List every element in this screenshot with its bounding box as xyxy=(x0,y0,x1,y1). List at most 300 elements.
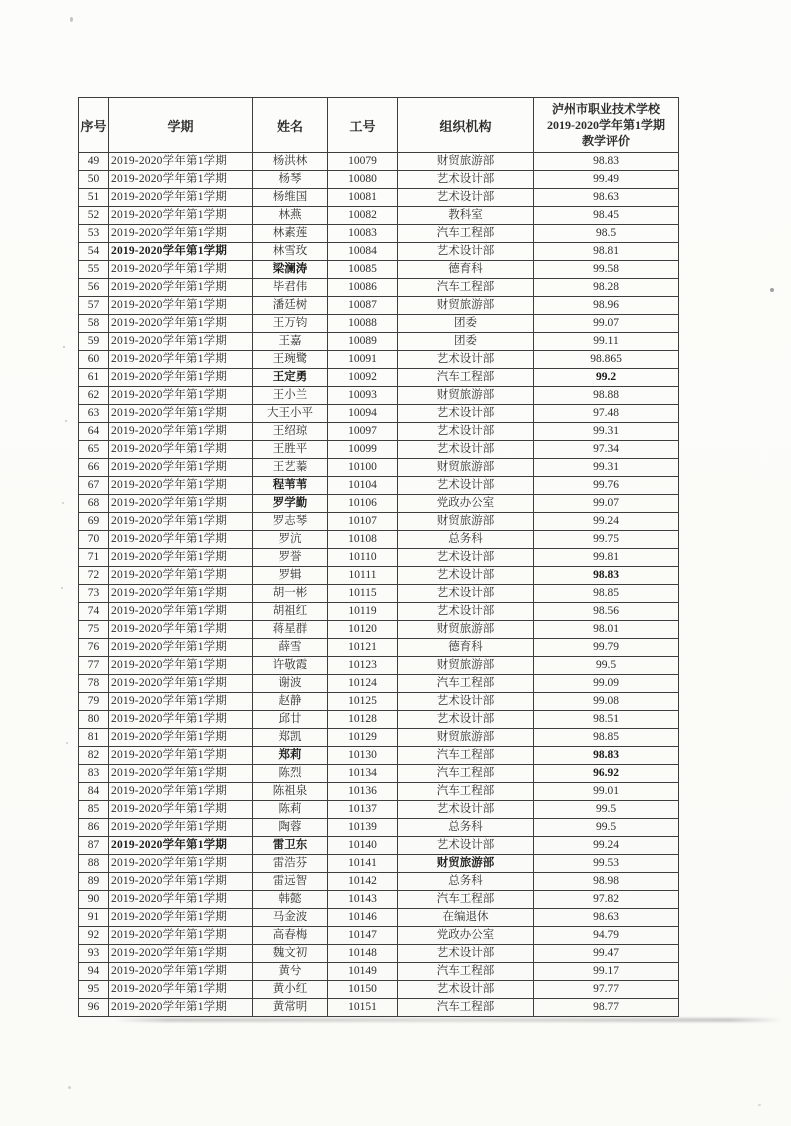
table-row xyxy=(79,963,679,981)
cell-id: 10106 xyxy=(328,495,398,513)
cell-org: 党政办公室 xyxy=(398,927,534,945)
cell-semester: 2019-2020学年第1学期 xyxy=(109,855,253,873)
cell-score: 99.08 xyxy=(534,693,679,711)
cell-index: 84 xyxy=(79,783,109,801)
cell-id: 10120 xyxy=(328,621,398,639)
cell-name: 陶蓉 xyxy=(253,819,328,837)
table-row xyxy=(79,351,679,369)
table-header xyxy=(79,98,679,153)
cell-score: 99.76 xyxy=(534,477,679,495)
cell-org: 党政办公室 xyxy=(398,495,534,513)
cell-semester: 2019-2020学年第1学期 xyxy=(109,837,253,855)
cell-score: 96.92 xyxy=(534,765,679,783)
cell-org: 团委 xyxy=(398,315,534,333)
cell-score: 98.865 xyxy=(534,351,679,369)
cell-name: 王定勇 xyxy=(253,369,328,387)
cell-org: 团委 xyxy=(398,333,534,351)
cell-id: 10150 xyxy=(328,981,398,999)
cell-id: 10080 xyxy=(328,171,398,189)
cell-id: 10087 xyxy=(328,297,398,315)
cell-name: 黄小红 xyxy=(253,981,328,999)
cell-id: 10140 xyxy=(328,837,398,855)
cell-score: 98.01 xyxy=(534,621,679,639)
cell-name: 潘廷树 xyxy=(253,297,328,315)
cell-index: 64 xyxy=(79,423,109,441)
score-header-line1: 泸州市职业技术学校 xyxy=(551,102,660,116)
cell-index: 96 xyxy=(79,999,109,1017)
table-row xyxy=(79,153,679,171)
cell-id: 10100 xyxy=(328,459,398,477)
cell-org: 汽车工程部 xyxy=(398,225,534,243)
cell-index: 56 xyxy=(79,279,109,297)
cell-org: 汽车工程部 xyxy=(398,279,534,297)
col-header-index: 序号 xyxy=(79,98,109,153)
cell-index: 95 xyxy=(79,981,109,999)
scan-speck xyxy=(63,346,65,348)
cell-org: 艺术设计部 xyxy=(398,801,534,819)
cell-score: 97.34 xyxy=(534,441,679,459)
cell-index: 50 xyxy=(79,171,109,189)
cell-name: 黄兮 xyxy=(253,963,328,981)
cell-index: 59 xyxy=(79,333,109,351)
cell-org: 财贸旅游部 xyxy=(398,855,534,873)
cell-semester: 2019-2020学年第1学期 xyxy=(109,639,253,657)
cell-id: 10092 xyxy=(328,369,398,387)
table-row xyxy=(79,477,679,495)
cell-name: 赵静 xyxy=(253,693,328,711)
cell-index: 80 xyxy=(79,711,109,729)
cell-semester: 2019-2020学年第1学期 xyxy=(109,585,253,603)
cell-index: 81 xyxy=(79,729,109,747)
cell-semester: 2019-2020学年第1学期 xyxy=(109,549,253,567)
cell-index: 85 xyxy=(79,801,109,819)
cell-id: 10134 xyxy=(328,765,398,783)
cell-semester: 2019-2020学年第1学期 xyxy=(109,729,253,747)
cell-org: 在编退休 xyxy=(398,909,534,927)
cell-id: 10130 xyxy=(328,747,398,765)
cell-semester: 2019-2020学年第1学期 xyxy=(109,531,253,549)
cell-org: 汽车工程部 xyxy=(398,765,534,783)
cell-org: 财贸旅游部 xyxy=(398,513,534,531)
cell-semester: 2019-2020学年第1学期 xyxy=(109,801,253,819)
cell-index: 73 xyxy=(79,585,109,603)
cell-score: 97.48 xyxy=(534,405,679,423)
cell-index: 78 xyxy=(79,675,109,693)
cell-org: 财贸旅游部 xyxy=(398,297,534,315)
cell-name: 王绍琼 xyxy=(253,423,328,441)
cell-index: 66 xyxy=(79,459,109,477)
table-row xyxy=(79,261,679,279)
cell-score: 98.83 xyxy=(534,747,679,765)
cell-score: 98.81 xyxy=(534,243,679,261)
cell-score: 99.07 xyxy=(534,315,679,333)
cell-index: 67 xyxy=(79,477,109,495)
table-row xyxy=(79,513,679,531)
cell-semester: 2019-2020学年第1学期 xyxy=(109,405,253,423)
cell-index: 60 xyxy=(79,351,109,369)
cell-org: 艺术设计部 xyxy=(398,981,534,999)
cell-org: 艺术设计部 xyxy=(398,477,534,495)
cell-org: 汽车工程部 xyxy=(398,369,534,387)
scan-speck xyxy=(770,288,774,292)
cell-score: 99.53 xyxy=(534,855,679,873)
table-body xyxy=(79,153,679,1017)
cell-id: 10091 xyxy=(328,351,398,369)
cell-score: 98.51 xyxy=(534,711,679,729)
cell-semester: 2019-2020学年第1学期 xyxy=(109,171,253,189)
cell-id: 10119 xyxy=(328,603,398,621)
cell-index: 86 xyxy=(79,819,109,837)
cell-semester: 2019-2020学年第1学期 xyxy=(109,675,253,693)
cell-name: 陈莉 xyxy=(253,801,328,819)
cell-id: 10079 xyxy=(328,153,398,171)
cell-index: 92 xyxy=(79,927,109,945)
cell-org: 财贸旅游部 xyxy=(398,459,534,477)
cell-name: 薛雪 xyxy=(253,639,328,657)
cell-semester: 2019-2020学年第1学期 xyxy=(109,567,253,585)
cell-org: 汽车工程部 xyxy=(398,675,534,693)
cell-id: 10151 xyxy=(328,999,398,1017)
cell-org: 财贸旅游部 xyxy=(398,387,534,405)
cell-org: 艺术设计部 xyxy=(398,837,534,855)
cell-org: 汽车工程部 xyxy=(398,891,534,909)
cell-id: 10111 xyxy=(328,567,398,585)
cell-score: 94.79 xyxy=(534,927,679,945)
cell-index: 83 xyxy=(79,765,109,783)
cell-semester: 2019-2020学年第1学期 xyxy=(109,297,253,315)
cell-id: 10141 xyxy=(328,855,398,873)
cell-semester: 2019-2020学年第1学期 xyxy=(109,747,253,765)
cell-id: 10108 xyxy=(328,531,398,549)
scan-speck xyxy=(66,742,68,744)
table-row xyxy=(79,855,679,873)
table-row xyxy=(79,423,679,441)
table-row xyxy=(79,747,679,765)
cell-id: 10085 xyxy=(328,261,398,279)
cell-index: 90 xyxy=(79,891,109,909)
cell-id: 10083 xyxy=(328,225,398,243)
cell-score: 99.24 xyxy=(534,837,679,855)
cell-id: 10123 xyxy=(328,657,398,675)
cell-name: 许敬霞 xyxy=(253,657,328,675)
cell-score: 99.79 xyxy=(534,639,679,657)
cell-id: 10086 xyxy=(328,279,398,297)
cell-name: 王艺蓁 xyxy=(253,459,328,477)
cell-org: 汽车工程部 xyxy=(398,783,534,801)
cell-score: 99.58 xyxy=(534,261,679,279)
cell-score: 98.98 xyxy=(534,873,679,891)
table-row xyxy=(79,675,679,693)
cell-score: 99.49 xyxy=(534,171,679,189)
table-row xyxy=(79,621,679,639)
cell-semester: 2019-2020学年第1学期 xyxy=(109,765,253,783)
cell-score: 99.2 xyxy=(534,369,679,387)
cell-org: 艺术设计部 xyxy=(398,189,534,207)
table-row xyxy=(79,873,679,891)
cell-score: 98.83 xyxy=(534,567,679,585)
cell-semester: 2019-2020学年第1学期 xyxy=(109,441,253,459)
cell-org: 艺术设计部 xyxy=(398,585,534,603)
cell-id: 10137 xyxy=(328,801,398,819)
cell-name: 胡祖红 xyxy=(253,603,328,621)
cell-semester: 2019-2020学年第1学期 xyxy=(109,819,253,837)
cell-score: 98.88 xyxy=(534,387,679,405)
cell-org: 艺术设计部 xyxy=(398,423,534,441)
cell-score: 99.07 xyxy=(534,495,679,513)
table-row xyxy=(79,459,679,477)
cell-id: 10097 xyxy=(328,423,398,441)
table-row xyxy=(79,369,679,387)
cell-semester: 2019-2020学年第1学期 xyxy=(109,153,253,171)
cell-org: 总务科 xyxy=(398,873,534,891)
cell-name: 马金波 xyxy=(253,909,328,927)
cell-score: 99.11 xyxy=(534,333,679,351)
cell-name: 大王小平 xyxy=(253,405,328,423)
cell-id: 10115 xyxy=(328,585,398,603)
cell-semester: 2019-2020学年第1学期 xyxy=(109,513,253,531)
cell-name: 雷卫东 xyxy=(253,837,328,855)
table-row xyxy=(79,801,679,819)
cell-name: 邱廿 xyxy=(253,711,328,729)
cell-name: 罗学勤 xyxy=(253,495,328,513)
cell-score: 98.63 xyxy=(534,189,679,207)
cell-score: 98.28 xyxy=(534,279,679,297)
table-row xyxy=(79,891,679,909)
cell-org: 德育科 xyxy=(398,261,534,279)
cell-name: 林素莲 xyxy=(253,225,328,243)
cell-org: 总务科 xyxy=(398,531,534,549)
cell-semester: 2019-2020学年第1学期 xyxy=(109,945,253,963)
cell-name: 王小兰 xyxy=(253,387,328,405)
cell-id: 10082 xyxy=(328,207,398,225)
cell-name: 王嘉 xyxy=(253,333,328,351)
cell-index: 53 xyxy=(79,225,109,243)
cell-name: 高春梅 xyxy=(253,927,328,945)
cell-name: 程苇苇 xyxy=(253,477,328,495)
table-row xyxy=(79,279,679,297)
cell-index: 88 xyxy=(79,855,109,873)
cell-score: 98.56 xyxy=(534,603,679,621)
cell-score: 98.96 xyxy=(534,297,679,315)
table-row xyxy=(79,297,679,315)
evaluation-table xyxy=(78,97,679,1017)
cell-org: 汽车工程部 xyxy=(398,747,534,765)
cell-semester: 2019-2020学年第1学期 xyxy=(109,243,253,261)
cell-semester: 2019-2020学年第1学期 xyxy=(109,603,253,621)
table-row xyxy=(79,819,679,837)
cell-name: 陈烈 xyxy=(253,765,328,783)
cell-id: 10088 xyxy=(328,315,398,333)
table-row xyxy=(79,567,679,585)
cell-org: 财贸旅游部 xyxy=(398,657,534,675)
cell-name: 胡一彬 xyxy=(253,585,328,603)
cell-semester: 2019-2020学年第1学期 xyxy=(109,369,253,387)
cell-id: 10128 xyxy=(328,711,398,729)
cell-org: 财贸旅游部 xyxy=(398,153,534,171)
cell-name: 毕君伟 xyxy=(253,279,328,297)
cell-index: 91 xyxy=(79,909,109,927)
cell-semester: 2019-2020学年第1学期 xyxy=(109,477,253,495)
table-row xyxy=(79,441,679,459)
cell-id: 10099 xyxy=(328,441,398,459)
cell-semester: 2019-2020学年第1学期 xyxy=(109,927,253,945)
cell-org: 总务科 xyxy=(398,819,534,837)
cell-org: 财贸旅游部 xyxy=(398,729,534,747)
cell-index: 54 xyxy=(79,243,109,261)
table-row xyxy=(79,495,679,513)
cell-index: 55 xyxy=(79,261,109,279)
cell-name: 杨维国 xyxy=(253,189,328,207)
cell-id: 10142 xyxy=(328,873,398,891)
cell-score: 99.5 xyxy=(534,657,679,675)
cell-semester: 2019-2020学年第1学期 xyxy=(109,261,253,279)
col-header-semester: 学期 xyxy=(109,98,253,153)
cell-index: 79 xyxy=(79,693,109,711)
cell-name: 郑莉 xyxy=(253,747,328,765)
table-row xyxy=(79,207,679,225)
cell-score: 99.09 xyxy=(534,675,679,693)
cell-semester: 2019-2020学年第1学期 xyxy=(109,693,253,711)
cell-name: 雷浩芬 xyxy=(253,855,328,873)
cell-name: 魏文初 xyxy=(253,945,328,963)
cell-semester: 2019-2020学年第1学期 xyxy=(109,495,253,513)
cell-name: 陈祖泉 xyxy=(253,783,328,801)
cell-semester: 2019-2020学年第1学期 xyxy=(109,621,253,639)
cell-name: 王胜平 xyxy=(253,441,328,459)
cell-org: 艺术设计部 xyxy=(398,711,534,729)
table-row xyxy=(79,603,679,621)
scan-speck xyxy=(61,587,63,589)
cell-score: 98.45 xyxy=(534,207,679,225)
cell-org: 艺术设计部 xyxy=(398,351,534,369)
score-header-line3: 教学评价 xyxy=(581,134,630,148)
cell-semester: 2019-2020学年第1学期 xyxy=(109,873,253,891)
table-row xyxy=(79,225,679,243)
table-row xyxy=(79,405,679,423)
cell-name: 谢波 xyxy=(253,675,328,693)
cell-index: 70 xyxy=(79,531,109,549)
cell-semester: 2019-2020学年第1学期 xyxy=(109,711,253,729)
cell-index: 62 xyxy=(79,387,109,405)
table-row xyxy=(79,189,679,207)
cell-score: 98.77 xyxy=(534,999,679,1017)
cell-semester: 2019-2020学年第1学期 xyxy=(109,963,253,981)
table-row xyxy=(79,945,679,963)
scan-speck xyxy=(62,502,64,504)
cell-semester: 2019-2020学年第1学期 xyxy=(109,351,253,369)
cell-id: 10110 xyxy=(328,549,398,567)
cell-id: 10107 xyxy=(328,513,398,531)
table-row xyxy=(79,657,679,675)
cell-index: 87 xyxy=(79,837,109,855)
cell-score: 99.01 xyxy=(534,783,679,801)
cell-score: 98.83 xyxy=(534,153,679,171)
cell-name: 雷远智 xyxy=(253,873,328,891)
cell-org: 教科室 xyxy=(398,207,534,225)
cell-semester: 2019-2020学年第1学期 xyxy=(109,423,253,441)
cell-semester: 2019-2020学年第1学期 xyxy=(109,459,253,477)
cell-name: 罗辑 xyxy=(253,567,328,585)
cell-id: 10129 xyxy=(328,729,398,747)
cell-score: 99.24 xyxy=(534,513,679,531)
cell-index: 89 xyxy=(79,873,109,891)
scan-speck xyxy=(758,1104,761,1106)
cell-id: 10084 xyxy=(328,243,398,261)
scan-speck xyxy=(70,17,73,22)
cell-name: 罗志琴 xyxy=(253,513,328,531)
cell-org: 艺术设计部 xyxy=(398,171,534,189)
cell-semester: 2019-2020学年第1学期 xyxy=(109,207,253,225)
cell-index: 74 xyxy=(79,603,109,621)
cell-name: 罗沆 xyxy=(253,531,328,549)
cell-name: 罗誉 xyxy=(253,549,328,567)
cell-score: 99.17 xyxy=(534,963,679,981)
cell-id: 10081 xyxy=(328,189,398,207)
cell-index: 76 xyxy=(79,639,109,657)
cell-semester: 2019-2020学年第1学期 xyxy=(109,387,253,405)
cell-id: 10089 xyxy=(328,333,398,351)
cell-id: 10136 xyxy=(328,783,398,801)
cell-semester: 2019-2020学年第1学期 xyxy=(109,225,253,243)
cell-name: 黄常明 xyxy=(253,999,328,1017)
cell-score: 98.85 xyxy=(534,729,679,747)
cell-org: 艺术设计部 xyxy=(398,567,534,585)
col-header-id: 工号 xyxy=(328,98,398,153)
table-row xyxy=(79,315,679,333)
cell-score: 98.5 xyxy=(534,225,679,243)
cell-semester: 2019-2020学年第1学期 xyxy=(109,999,253,1017)
cell-index: 82 xyxy=(79,747,109,765)
cell-semester: 2019-2020学年第1学期 xyxy=(109,783,253,801)
cell-name: 杨洪林 xyxy=(253,153,328,171)
table-row xyxy=(79,837,679,855)
table-row xyxy=(79,693,679,711)
cell-org: 财贸旅游部 xyxy=(398,621,534,639)
scan-speck xyxy=(68,1086,71,1089)
cell-org: 艺术设计部 xyxy=(398,945,534,963)
cell-id: 10143 xyxy=(328,891,398,909)
table-row xyxy=(79,549,679,567)
cell-score: 99.47 xyxy=(534,945,679,963)
cell-name: 梁澜涛 xyxy=(253,261,328,279)
cell-name: 王万钧 xyxy=(253,315,328,333)
cell-id: 10124 xyxy=(328,675,398,693)
table-row xyxy=(79,171,679,189)
cell-id: 10146 xyxy=(328,909,398,927)
cell-index: 75 xyxy=(79,621,109,639)
cell-index: 61 xyxy=(79,369,109,387)
cell-index: 71 xyxy=(79,549,109,567)
table-row xyxy=(79,711,679,729)
cell-index: 93 xyxy=(79,945,109,963)
cell-org: 艺术设计部 xyxy=(398,693,534,711)
cell-name: 杨琴 xyxy=(253,171,328,189)
cell-semester: 2019-2020学年第1学期 xyxy=(109,333,253,351)
cell-name: 韩懿 xyxy=(253,891,328,909)
col-header-name: 姓名 xyxy=(253,98,328,153)
cell-id: 10125 xyxy=(328,693,398,711)
cell-index: 68 xyxy=(79,495,109,513)
table-row xyxy=(79,909,679,927)
cell-index: 63 xyxy=(79,405,109,423)
table-row xyxy=(79,927,679,945)
cell-org: 艺术设计部 xyxy=(398,603,534,621)
cell-semester: 2019-2020学年第1学期 xyxy=(109,315,253,333)
cell-id: 10148 xyxy=(328,945,398,963)
cell-score: 99.31 xyxy=(534,459,679,477)
scan-smudge xyxy=(115,1018,783,1022)
cell-index: 49 xyxy=(79,153,109,171)
